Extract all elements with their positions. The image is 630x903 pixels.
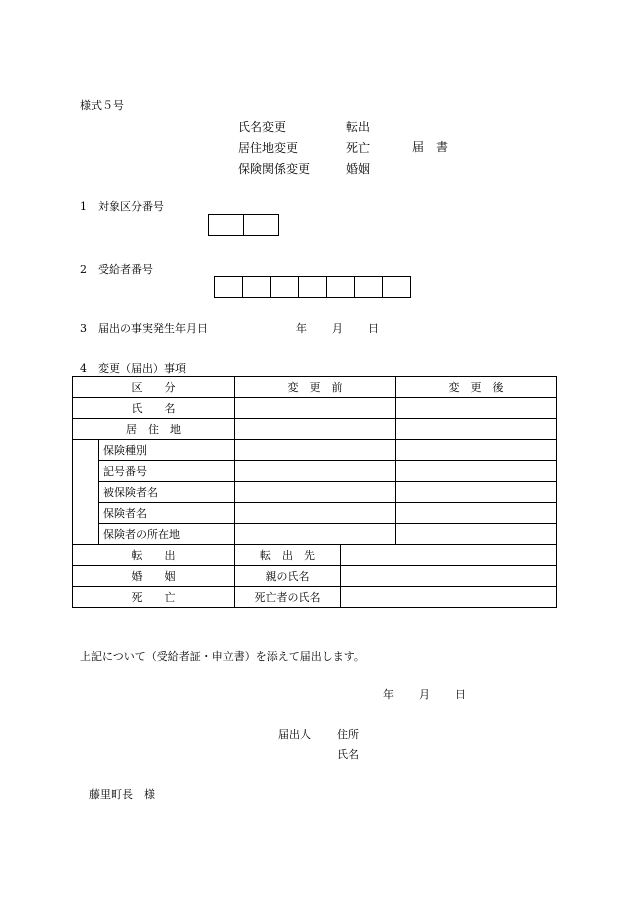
- date-day: 日: [455, 688, 466, 701]
- date-year: 年: [383, 688, 394, 701]
- occur-day: 日: [368, 322, 379, 335]
- addressee: 藤里町長 様: [89, 788, 155, 801]
- header-category: 区 分: [73, 377, 235, 398]
- form-number: 様式５号: [80, 99, 124, 112]
- after-cell[interactable]: [396, 524, 557, 545]
- row-label-insured-name: 被保険者名: [99, 482, 235, 503]
- applicant-address-label: 住所: [337, 728, 359, 741]
- digit-box[interactable]: [214, 276, 243, 298]
- table-row: [73, 440, 557, 461]
- title-col2: [346, 117, 370, 180]
- recipient-number-boxes[interactable]: [214, 276, 411, 298]
- row-label-residence: 居 住 地: [73, 419, 235, 440]
- digit-box[interactable]: [382, 276, 411, 298]
- section4-label: 4 変更（届出）事項: [80, 362, 186, 375]
- table-row: [73, 566, 557, 587]
- row-label-name: 氏 名: [73, 398, 235, 419]
- title-name-change: 氏名変更: [238, 120, 287, 134]
- row-label-symbol-number: 記号番号: [99, 461, 235, 482]
- title-insurance-change: 保険関係変更: [238, 162, 311, 176]
- title-residence-change: 居住地変更: [238, 141, 299, 155]
- occur-year: 年: [296, 322, 307, 335]
- table-row: [73, 482, 557, 503]
- target-category-boxes[interactable]: [208, 214, 279, 236]
- row-label-death: 死 亡: [73, 587, 235, 608]
- sub-label-destination: 転 出 先: [235, 545, 341, 566]
- before-cell[interactable]: [235, 419, 396, 440]
- before-cell[interactable]: [235, 461, 396, 482]
- title-move-out: 転出: [346, 120, 371, 134]
- table-row: [73, 545, 557, 566]
- digit-box[interactable]: [242, 276, 271, 298]
- digit-box[interactable]: [354, 276, 383, 298]
- after-cell[interactable]: [396, 398, 557, 419]
- row-label-insurer-name: 保険者名: [99, 503, 235, 524]
- before-cell[interactable]: [235, 503, 396, 524]
- table-row: [73, 587, 557, 608]
- section2-label: 2 受給者番号: [80, 263, 153, 276]
- after-cell[interactable]: [396, 482, 557, 503]
- table-row: [73, 524, 557, 545]
- title-suffix: 届 書: [412, 140, 449, 154]
- title-marriage: 婚姻: [346, 162, 371, 176]
- before-cell[interactable]: [235, 524, 396, 545]
- sub-label-deceased-name: 死亡者の氏名: [235, 587, 341, 608]
- digit-box[interactable]: [298, 276, 327, 298]
- row-label-move-out: 転 出: [73, 545, 235, 566]
- after-cell[interactable]: [396, 440, 557, 461]
- row-label-marriage: 婚 姻: [73, 566, 235, 587]
- digit-box[interactable]: [243, 214, 279, 236]
- section1-label: 1 対象区分番号: [80, 200, 164, 213]
- header-before: 変 更 前: [235, 377, 396, 398]
- section3-label: 3 届出の事実発生年月日: [80, 322, 208, 335]
- insurance-group-bracket: [73, 440, 99, 545]
- after-cell[interactable]: [396, 461, 557, 482]
- row-label-insurance-type: 保険種別: [99, 440, 235, 461]
- table-row: [73, 461, 557, 482]
- value-cell[interactable]: [341, 545, 557, 566]
- change-items-table: [72, 376, 557, 608]
- table-row: [73, 503, 557, 524]
- sub-label-parent-name: 親の氏名: [235, 566, 341, 587]
- date-month: 月: [419, 688, 430, 701]
- title-death: 死亡: [346, 141, 371, 155]
- digit-box[interactable]: [326, 276, 355, 298]
- applicant-name-label: 氏名: [337, 748, 359, 761]
- after-cell[interactable]: [396, 503, 557, 524]
- before-cell[interactable]: [235, 482, 396, 503]
- before-cell[interactable]: [235, 398, 396, 419]
- digit-box[interactable]: [270, 276, 299, 298]
- applicant-label: 届出人: [278, 728, 311, 741]
- table-header-row: [73, 377, 557, 398]
- value-cell[interactable]: [341, 587, 557, 608]
- after-cell[interactable]: [396, 419, 557, 440]
- digit-box[interactable]: [208, 214, 244, 236]
- title-col1: [238, 117, 310, 180]
- header-after: 変 更 後: [396, 377, 557, 398]
- statement: 上記について（受給者証・申立書）を添えて届出します。: [80, 650, 365, 663]
- occur-month: 月: [332, 322, 343, 335]
- value-cell[interactable]: [341, 566, 557, 587]
- table-row: [73, 419, 557, 440]
- before-cell[interactable]: [235, 440, 396, 461]
- row-label-insurer-address: 保険者の所在地: [99, 524, 235, 545]
- table-row: [73, 398, 557, 419]
